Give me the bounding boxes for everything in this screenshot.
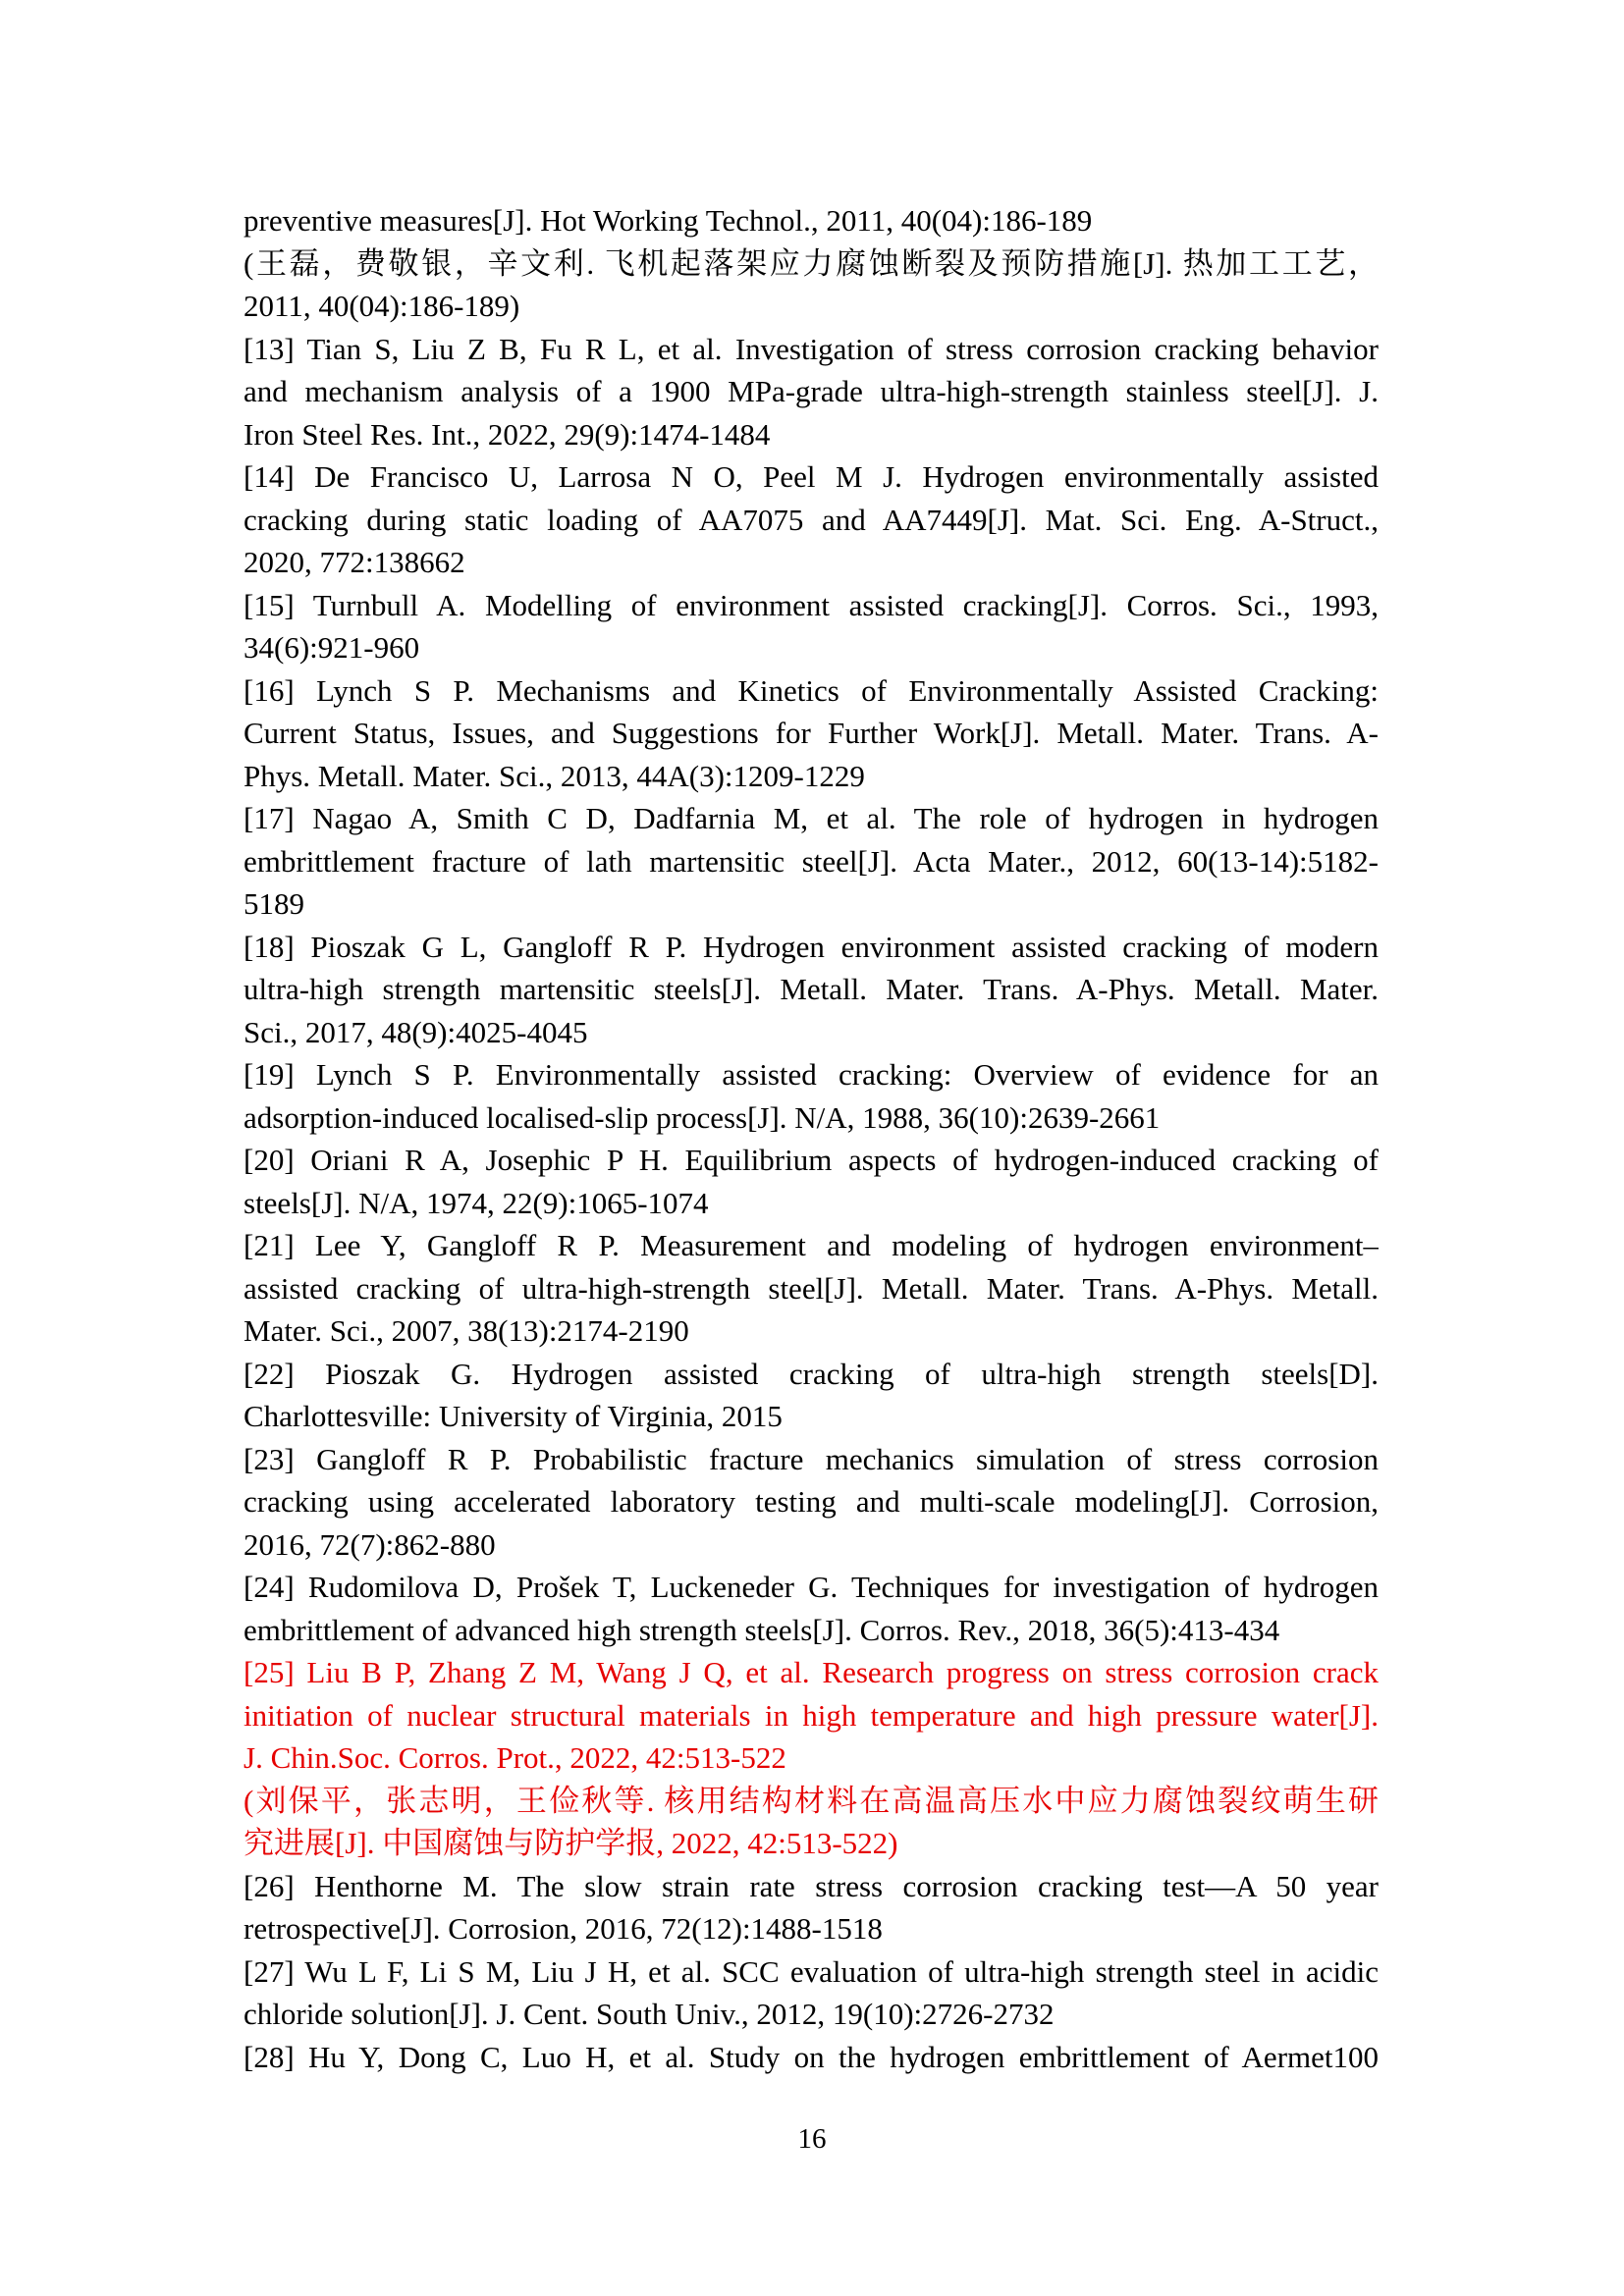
reference-line: embrittlement of advanced high strength steels[J]. Corros. Rev., 2018, 36(5):413-434: [244, 1612, 1280, 1647]
reference-line: Current Status, Issues, and Suggestions for Further Work[J]. Metall. Mater. Trans. A-: [244, 716, 1379, 750]
reference-line: [21] Lee Y, Gangloff R P. Measurement and modeling of hydrogen environment–: [244, 1228, 1379, 1262]
reference-line: cracking during static loading of AA7075 and AA7449[J]. Mat. Sci. Eng. A-Struct.,: [244, 502, 1379, 537]
reference-line: [15] Turnbull A. Modelling of environment assisted cracking[J]. Corros. Sci., 1993,: [244, 587, 1379, 622]
reference-line: ultra-high strength martensitic steels[J]. Metall. Mater. Trans. A-Phys. Metall. Mater.: [244, 972, 1379, 1006]
reference-line: (刘保平，张志明，王俭秋等. 核用结构材料在高温高压水中应力腐蚀裂纹萌生研: [244, 1783, 1379, 1818]
reference-line: 5189: [244, 886, 304, 921]
reference-line: J. Chin.Soc. Corros. Prot., 2022, 42:513-522: [244, 1740, 786, 1775]
reference-line: [14] De Francisco U, Larrosa N O, Peel M J. Hydrogen environmentally assisted: [244, 459, 1379, 494]
reference-line: cracking using accelerated laboratory testing and multi-scale modeling[J]. Corrosion,: [244, 1484, 1379, 1519]
reference-line: [20] Oriani R A, Josephic P H. Equilibrium aspects of hydrogen-induced cracking of: [244, 1143, 1379, 1177]
reference-line: [27] Wu L F, Li S M, Liu J H, et al. SCC evaluation of ultra-high strength steel in acidic: [244, 1953, 1379, 1989]
page-number: 16: [797, 2123, 827, 2155]
reference-line: [28] Hu Y, Dong C, Luo H, et al. Study on the hydrogen embrittlement of Aermet100: [244, 2039, 1379, 2074]
reference-line: chloride solution[J]. J. Cent. South Univ., 2012, 19(10):2726-2732: [244, 1997, 1055, 2031]
reference-line: [18] Pioszak G L, Gangloff R P. Hydrogen environment assisted cracking of modern: [244, 929, 1379, 964]
reference-line: preventive measures[J]. Hot Working Technol., 2011, 40(04):186-189: [244, 203, 1093, 238]
reference-line: [25] Liu B P, Zhang Z M, Wang J Q, et al. Research progress on stress corrosion crack: [244, 1655, 1379, 1689]
reference-line: [23] Gangloff R P. Probabilistic fracture mechanics simulation of stress corrosion: [244, 1441, 1379, 1476]
reference-line: retrospective[J]. Corrosion, 2016, 72(12):1488-1518: [244, 1911, 883, 1946]
reference-line: [24] Rudomilova D, Prošek T, Luckeneder G. Techniques for investigation of hydrogen: [244, 1570, 1379, 1604]
reference-line: [26] Henthorne M. The slow strain rate stress corrosion cracking test—A 50 year: [244, 1868, 1379, 1903]
reference-line: Charlottesville: University of Virginia, 2015: [244, 1399, 783, 1433]
reference-line: [16] Lynch S P. Mechanisms and Kinetics of Environmentally Assisted Cracking:: [244, 672, 1379, 708]
reference-line: 34(6):921-960: [244, 630, 420, 665]
reference-line: 究进展[J]. 中国腐蚀与防护学报, 2022, 42:513-522): [244, 1826, 898, 1860]
reference-line: assisted cracking of ultra-high-strength steel[J]. Metall. Mater. Trans. A-Phys. Metall.: [244, 1270, 1379, 1306]
reference-line: Iron Steel Res. Int., 2022, 29(9):1474-1484: [244, 416, 771, 452]
reference-line: steels[J]. N/A, 1974, 22(9):1065-1074: [244, 1185, 709, 1220]
references-text: [244, 199, 1379, 2078]
reference-line: [13] Tian S, Liu Z B, Fu R L, et al. Investigation of stress corrosion cracking behavior: [244, 331, 1379, 366]
reference-line: (王磊，费敬银，辛文利. 飞机起落架应力腐蚀断裂及预防措施[J]. 热加工工艺，: [244, 245, 1379, 281]
reference-line: 2020, 772:138662: [244, 545, 465, 579]
reference-line: and mechanism analysis of a 1900 MPa-grade ultra-high-strength stainless steel[J]. J.: [244, 374, 1379, 408]
reference-line: Mater. Sci., 2007, 38(13):2174-2190: [244, 1313, 689, 1348]
reference-line: [19] Lynch S P. Environmentally assisted cracking: Overview of evidence for an: [244, 1057, 1379, 1092]
reference-line: embrittlement fracture of lath martensitic steel[J]. Acta Mater., 2012, 60(13-14):5182-: [244, 843, 1379, 879]
reference-line: initiation of nuclear structural materials in high temperature and high pressure water[J].: [244, 1697, 1379, 1733]
reference-line: 2016, 72(7):862-880: [244, 1526, 496, 1562]
reference-line: 2011, 40(04):186-189): [244, 289, 520, 323]
reference-line: adsorption-induced localised-slip process[J]. N/A, 1988, 36(10):2639-2661: [244, 1099, 1161, 1135]
reference-line: [22] Pioszak G. Hydrogen assisted cracking of ultra-high strength steels[D].: [244, 1356, 1379, 1391]
reference-line: [17] Nagao A, Smith C D, Dadfarnia M, et al. The role of hydrogen in hydrogen: [244, 801, 1379, 835]
reference-line: Sci., 2017, 48(9):4025-4045: [244, 1014, 588, 1049]
reference-line: Phys. Metall. Mater. Sci., 2013, 44A(3):1209-1229: [244, 758, 865, 793]
